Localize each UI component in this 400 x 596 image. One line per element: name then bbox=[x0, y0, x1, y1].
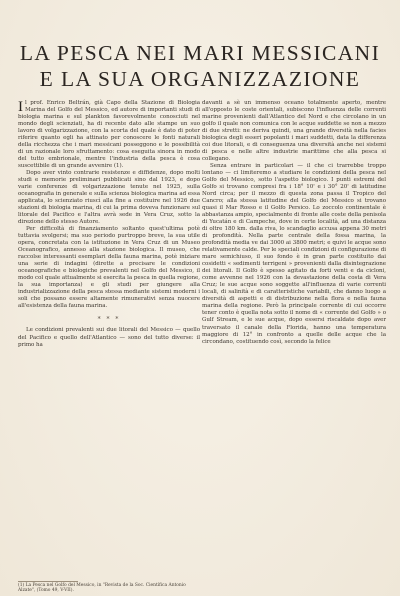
footnote: (1) La Pesca nel Golfo del Messico, in "Revista de la Soc. Científica Antonio Alzate", (Tomo 49, V-VII). bbox=[18, 583, 186, 593]
left-paragraph-2: Dopo aver vinto contrarie resistenze e diffidenze, dopo molti studi e memorie preliminari pubblicati sino dal 1923, e dopo varie conferenze di volgarizzazione tenute nel 1925, sulla oceanografia in generale e sulla scienza biologica marina ad essa applicata, lo scienziato riuscì alla fine a costituire nel 1926 due stazioni di biologia marina, di cui la prima doveva funzionare sul litorale del Pacifico e l'altra avrà sede in Vera Cruz, sotto la direzione dello stesso Autore. bbox=[18, 170, 200, 226]
drop-cap: I bbox=[18, 99, 23, 115]
title-line-2: E LA SUA ORGANIZZAZIONE bbox=[39, 67, 361, 91]
article-title bbox=[10, 40, 390, 92]
right-paragraph-2: Senza entrare in particolari — il che ci trarrebbe troppo lontano — ci limiteremo a studiare le condizioni della pesca nel Golfo del Messico, sotto l'aspetto biologico. I punti estremi del Golfo si trovano compresi fra i 18° 10' e i 30° 20' di latitudine Nord circa; per il mezzo di questa zona passa il Tropico del Cancro; alla stessa latitudine del Golfo del Messico si trovano quasi il Mar Rosso e il Golfo Persico. Lo zoccolo continentale è abbastanza ampio, specialmente di fronte alle coste della penisola di Yucatán e di Campeche, dove in certe località, ad una distanza di oltre 180 km. dalla riva, lo scandaglio accusa appena 30 metri di profondità. Nella parte centrale della fossa marina, la profondità media ve dai 3000 ai 3800 metri; e quivi le acque sono relativamente calde. Per le speciali condizioni di configurazione di mare semichiuso, il suo fondo è in gran parte costituito dai cosidetti « sedimenti terrigeni » provenienti dalla disintegrazione dei litorali. Il Golfo è spesso agitato da forti venti e da cicloni, come avvenne nel 1926 con la devastazione della costa di Vera Cruz; le sue acque sono soggette all'influenza di varie correnti locali, di salinità e di caratteristiche variabili, che danno luogo a diversità di aspetti e di distribuzione nella flora e nella fauna marina della regione. Però la principale corrente di cui occorre tener conto è quella nota sotto il nome di « corrente del Golfo » o Gulf Stream, e le sue acque, dopo essersi riscaldate dopo aver traversato il canale della Florida, hanno una temperatura maggiore di 12° in confronto a quelle delle acque che la circondano, costituendo così, secondo la felice bbox=[202, 163, 386, 345]
left-column bbox=[18, 100, 200, 349]
title-line-1: LA PESCA NEI MARI MESSICANI bbox=[19, 41, 381, 65]
right-column bbox=[202, 100, 386, 346]
left-paragraph-4: Le condizioni prevalenti sui due litorali del Messico — quello del Pacifico e quello dell'Atlantico — sono del tutto diverse: il primo ha bbox=[18, 327, 200, 348]
left-paragraph-3: Per difficoltà di finanziamento soltanto quest'ultima potè tuttavia svolgersi; ma suo periodo purtroppo breve, la sua utile opera, concretata con la istituzione in Vera Cruz di un Museo Oceanografico, annesso alla stazione biologica. Il museo, che raccolse interessanti esemplari della fauna marina, potè iniziare una serie di indagini (dirette a precisare le condizioni oceanografiche e biologiche prevalenti nel Golfo del Messico, il modo col quale attualmente si esercita la pesca in quella regione, la sua importanza) e gli studi per giungere alla industrializzazione della pesca stessa mediante sistemi moderni i soli che possano essere altamente rimunerativi senza nuocere all'esistenza della fauna marina. bbox=[18, 226, 200, 310]
right-paragraph-1: davanti a sè un immenso oceano totalmente aperto, mentre all'opposto le coste orientali, subiscono l'influenza delle correnti marine provenienti dall'Atlantico del Nord e che circolano in un golfo il quale non comunica con le acque suddette se non a mezzo di due stretti: ne deriva quindi, una grande diversità nella facies biologica degli esseri popolanti i mari suddetti, data la differenza coi due litorali, e di conseguenza una diversità anche nei sistemi di pesca e nelle altre industrie marittime che alla pesca si collegano. bbox=[202, 100, 386, 163]
left-paragraph-1 bbox=[18, 100, 200, 170]
footnote-divider bbox=[18, 581, 78, 582]
section-separator: * * * bbox=[97, 316, 121, 324]
left-paragraph-1-text: l prof. Enrico Beltrán, già Capo della Stazione di Biologia Marina del Golfo del Messico, ed autore di importanti studi di biologia marina e sul plankton favorevolmente conosciuti nel mondo degli scienziati, ha di recente dato alle stampe un suo lavoro di volgarizzazione, con la scorta del quale è dato di poter riferire quanto egli ha attinato per conoscere le fonti naturali della ricchezza che i mari messicani posseggono e le possibilità di un razionale loro sfruttamento: cosa eseguita sinora in modo del tutto embrionale, mentre l'industria della pesca è cosa suscettibile di un grande avvenire (1). bbox=[18, 100, 200, 170]
